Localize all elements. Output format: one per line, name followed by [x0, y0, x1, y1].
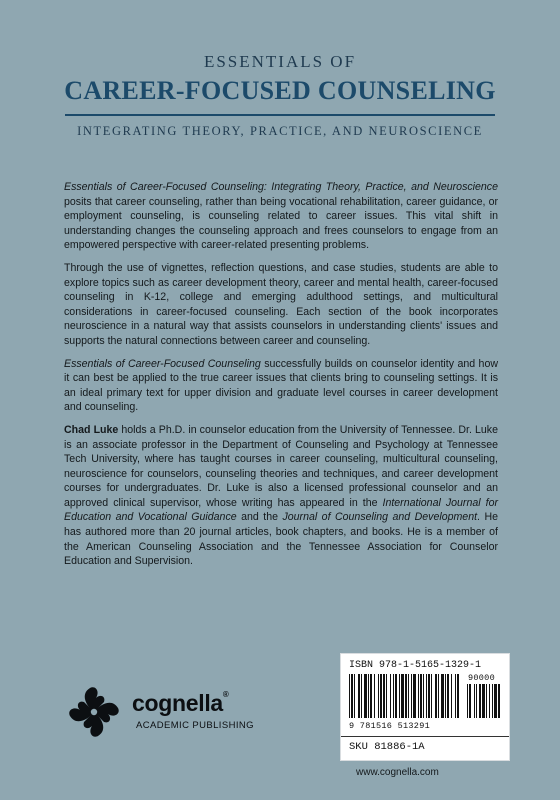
- addon-bar: [469, 684, 471, 718]
- back-cover-description: [64, 180, 498, 577]
- barcode-bar: [349, 674, 350, 718]
- author-name: Chad Luke: [64, 423, 119, 436]
- sku-text: SKU 81886-1A: [349, 741, 425, 753]
- barcode-bar: [399, 674, 400, 718]
- book-title-italic-2: Essentials of Career-Focused Counseling: [64, 357, 261, 370]
- barcode-bar: [354, 674, 355, 718]
- publisher-logo: [66, 684, 296, 744]
- publisher-url: www.cognella.com: [356, 767, 439, 778]
- barcode-bar: [386, 674, 387, 718]
- barcode-bar: [370, 674, 372, 718]
- barcode-bar: [435, 674, 437, 718]
- barcode-bar: [411, 674, 412, 718]
- barcode-bar: [445, 674, 446, 718]
- barcode-bar: [395, 674, 397, 718]
- barcode-bar: [361, 674, 362, 718]
- barcode-bar: [358, 674, 360, 718]
- barcode-bar: [364, 674, 367, 718]
- ean-digits: 9 781516 513291 90000: [349, 673, 495, 731]
- barcode-label: [340, 653, 510, 761]
- addon-bar: [486, 684, 487, 718]
- journal-name-2: Journal of Counseling and Development: [282, 511, 478, 524]
- book-title: CAREER-FOCUSED COUNSELING: [64, 76, 496, 105]
- title-rule: [65, 114, 495, 116]
- addon-bar: [482, 684, 485, 718]
- description-paragraph-2: Through the use of vignettes, reflection questions, and case studies, students are able to explore topics such as career development theory, career and mental health, career-focused counseling in K-12, college and emerging adulthood settings, and multicultural considerations in career-focused counseling. Each section of the book incorporates neuroscience in a natural way that assists counselors in understanding clients' issues and supports the natural connections between career and counseling.: [64, 261, 498, 347]
- barcode-bar: [383, 674, 385, 718]
- barcode-bar: [420, 674, 422, 718]
- barcode-bar: [426, 674, 427, 718]
- isbn-text: ISBN 978-1-5165-1329-1: [349, 660, 482, 671]
- barcode-bar: [380, 674, 382, 718]
- barcode-bar: [428, 674, 430, 718]
- addon-bar: [467, 684, 468, 718]
- barcode-bar: [438, 674, 439, 718]
- barcode-bar: [390, 674, 391, 718]
- barcode-bar: [351, 674, 353, 718]
- addon-bar: [474, 684, 475, 718]
- barcode-bar: [451, 674, 452, 718]
- addon-digits: 90000: [467, 673, 495, 683]
- journal-name-1: International Journal for Education and Vocational Guidance: [64, 496, 498, 524]
- barcode-bar: [368, 674, 369, 718]
- addon-bar: [492, 684, 493, 718]
- barcode-bar: [457, 674, 459, 718]
- cover-header: [0, 52, 560, 139]
- barcode-bar: [423, 674, 424, 718]
- publisher-name: cognella®: [132, 690, 229, 716]
- barcode-bar: [447, 674, 449, 718]
- author-bio: Chad Luke holds a Ph.D. in counselor education from the University of Tennessee. Dr. Luke is an associate professor in the Department of Counseling and Psychology at Tennessee Tech University, where has taught courses in career counseling, multicultural counseling, neuroscience for counselors, counseling theories and techniques, and career development courses for undergraduates. Dr. Luke is also a licensed professional counselor and an approved clinical supervisor, whose writing has appeared in the International Journal for Education and Vocational Guidance and the Journal of Counseling and Development. He has authored more than 20 journal articles, book chapters, and books. He is a member of the American Counseling Association and the Tennessee Association for Counselor Education and Supervision.: [64, 423, 499, 568]
- title-kicker: ESSENTIALS OF: [203, 52, 357, 71]
- addon-bar: [489, 684, 490, 718]
- barcode-bar: [455, 674, 456, 718]
- addon-bar: [498, 684, 500, 718]
- sku-divider: [341, 736, 509, 737]
- flower-swirl-icon: [66, 684, 122, 740]
- barcode-bar: [374, 674, 375, 718]
- barcode-bar: [378, 674, 379, 718]
- description-paragraph-3: Essentials of Career-Focused Counseling successfully builds on counselor identity and how it can best be applied to the true career issues that clients bring to counseling settings. It is an ideal primary text for upper division and graduate level courses in career development and counseling.: [64, 357, 498, 414]
- publisher-tagline: ACADEMIC PUBLISHING: [136, 720, 254, 731]
- barcode-bar: [431, 674, 432, 718]
- barcode-bar: [408, 674, 409, 718]
- barcode-bar: [405, 674, 407, 718]
- description-paragraph-1: Essentials of Career-Focused Counseling: Integrating Theory, Practice, and Neuroscience posits that career counseling, rather than being vocational rehabilitation, career guidance, or employment counseling, is counseling related to career issues. This vital shift in understanding changes the counseling approach and frees counselors to engage from an empowered perspective with career-related presenting problems.: [64, 181, 498, 252]
- barcode-bar: [441, 674, 444, 718]
- addon-bar: [494, 684, 497, 718]
- barcode-bar: [401, 674, 404, 718]
- book-title-italic: Essentials of Career-Focused Counseling: Integrating Theory, Practice, and Neuroscience: [64, 181, 498, 193]
- barcode-bar: [393, 674, 394, 718]
- addon-bar: [479, 684, 481, 718]
- addon-bar: [476, 684, 477, 718]
- book-subtitle: INTEGRATING THEORY, PRACTICE, AND NEUROSCIENCE: [77, 124, 483, 138]
- barcode-bar: [418, 674, 419, 718]
- barcode-bar: [413, 674, 416, 718]
